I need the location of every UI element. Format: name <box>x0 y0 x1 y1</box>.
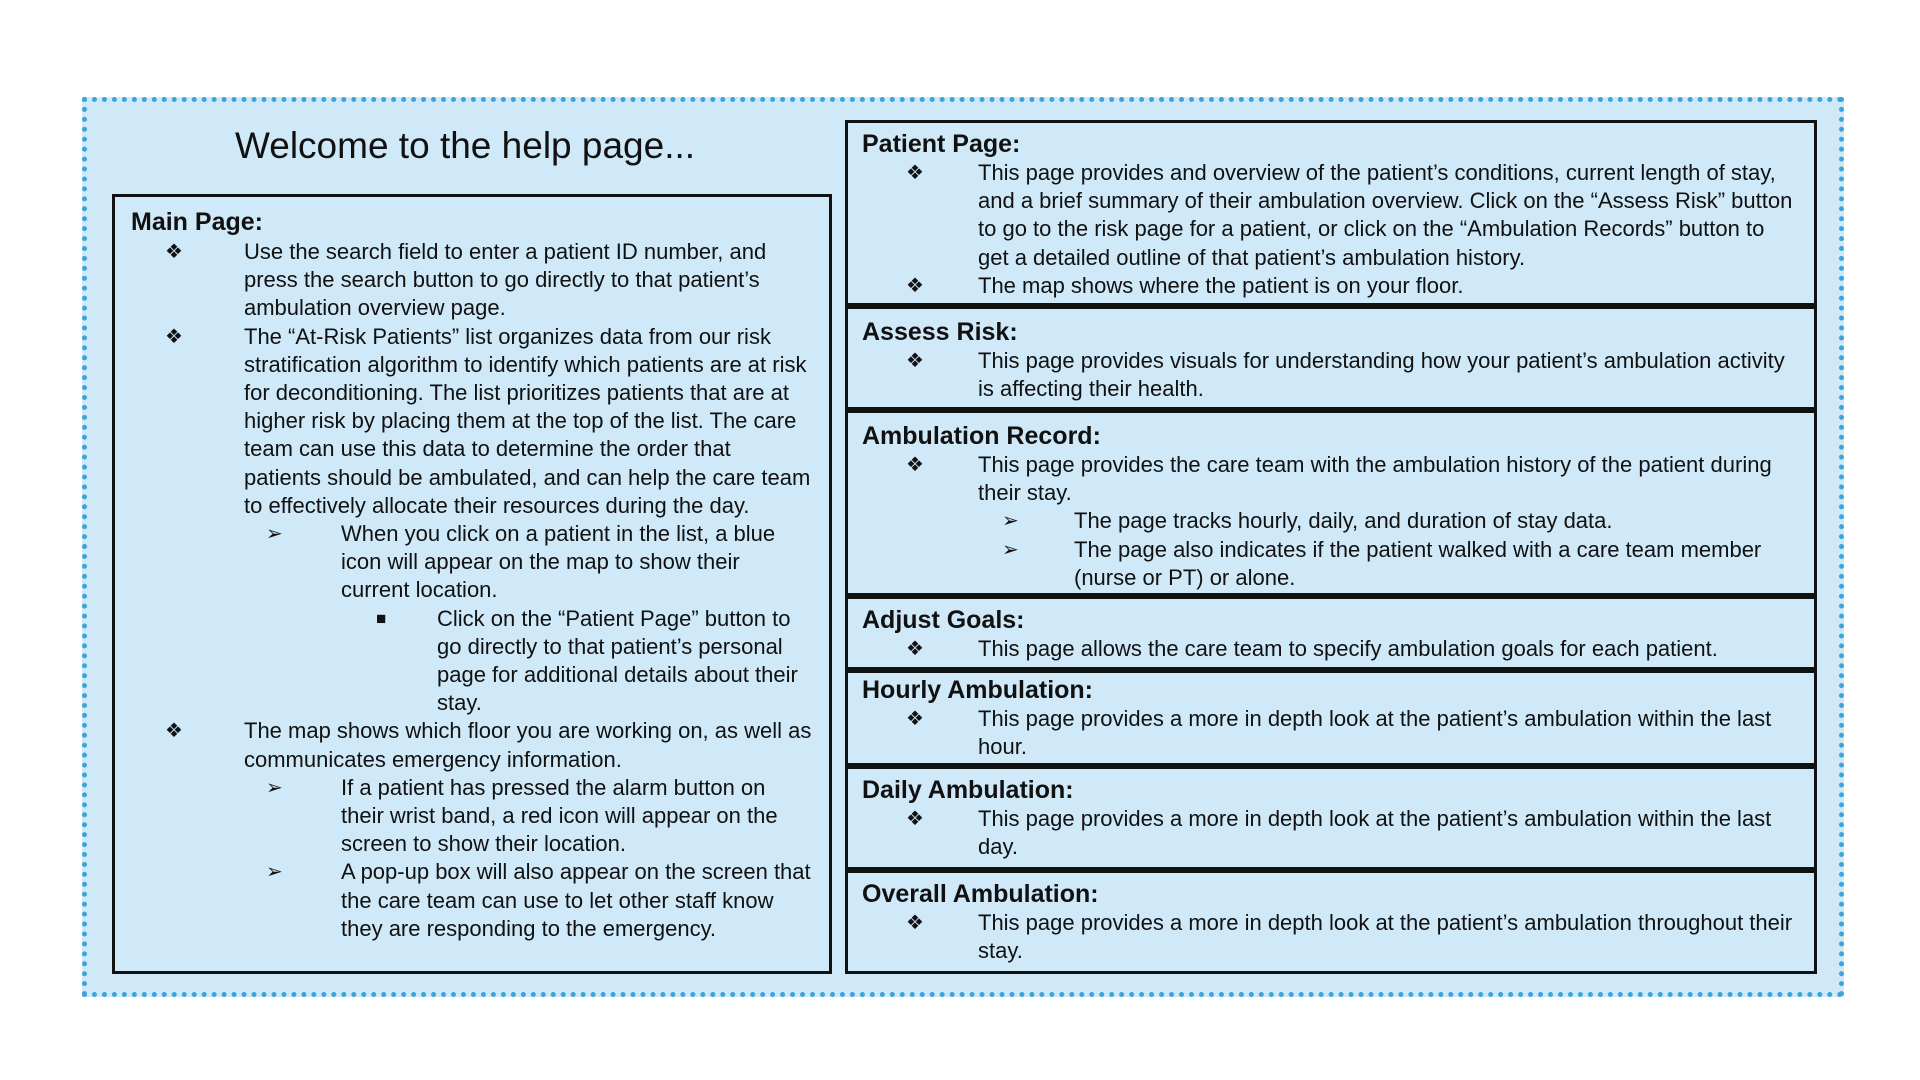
main-page-title: Main Page: <box>131 208 263 236</box>
ambulation-record-title: Ambulation Record: <box>862 422 1101 450</box>
square-bullet-icon: ■ <box>376 608 387 628</box>
arrow-bullet-icon: ➢ <box>266 523 283 546</box>
diamond-bullet-icon: ❖ <box>906 638 924 660</box>
list-item: ➢ When you click on a patient in the list, a blue icon will appear on the map to show their current location. <box>266 521 776 603</box>
list-item: ➢ If a patient has pressed the alarm button on their wrist band, a red icon will appear on the screen to show their location. <box>266 774 778 857</box>
diamond-bullet-icon: ❖ <box>906 708 924 730</box>
diamond-bullet-icon: ❖ <box>906 162 924 184</box>
list-item: ❖ This page provides visuals for understanding how your patient’s ambulation activity is affecting their health. <box>906 348 1785 402</box>
list-item: ❖ This page provides a more in depth look at the patient’s ambulation throughout their stay. <box>906 910 1793 964</box>
list-item: ❖ This page provides a more in depth look at the patient’s ambulation within the last hour. <box>906 706 1772 760</box>
assess-risk-title: Assess Risk: <box>862 318 1018 346</box>
arrow-bullet-icon: ➢ <box>266 861 283 884</box>
arrow-bullet-icon: ➢ <box>1002 510 1019 533</box>
list-item: ➢ The page tracks hourly, daily, and duration of stay data. <box>862 507 1800 535</box>
ambulation-record-section <box>845 410 1817 596</box>
diamond-bullet-icon: ❖ <box>165 241 183 263</box>
adjust-goals-section <box>845 596 1817 670</box>
list-item: ❖ This page provides and overview of the patient’s conditions, current length of stay, and a brief summary of their ambulation overview. Click on the “Assess Risk” button to go to the risk page for a patient, or click on the “Ambulation Records” button to get a detailed outline of that patient’s ambulation history. <box>906 160 1793 270</box>
diamond-bullet-icon: ❖ <box>906 454 924 476</box>
list-item: ➢ A pop-up box will also appear on the screen that the care team can use to let other staff know they are responding to the emergency. <box>266 859 811 941</box>
diamond-bullet-icon: ❖ <box>906 274 924 297</box>
list-item: ❖ This page provides a more in depth look at the patient’s ambulation within the last day. <box>906 806 1772 860</box>
hourly-ambulation-section <box>845 670 1817 766</box>
hourly-ambulation-title: Hourly Ambulation: <box>862 676 1094 704</box>
daily-ambulation-title: Daily Ambulation: <box>862 776 1074 804</box>
list-item: ➢ The page also indicates if the patient walked with a care team member (nurse or PT) or alone. <box>1002 536 1762 590</box>
list-item: ❖ Use the search field to enter a patient ID number, and press the search button to go directly to that patient’s ambulation overview page. <box>165 239 767 321</box>
diamond-bullet-icon: ❖ <box>165 325 183 348</box>
diamond-bullet-icon: ❖ <box>906 808 924 830</box>
daily-ambulation-section <box>845 766 1817 870</box>
list-item: ❖ This page allows the care team to specify ambulation goals for each patient. <box>862 635 1800 663</box>
overall-ambulation-title: Overall Ambulation: <box>862 880 1099 908</box>
assess-risk-section <box>845 306 1817 410</box>
adjust-goals-title: Adjust Goals: <box>862 606 1025 634</box>
list-item: ❖ The “At-Risk Patients” list organizes data from our risk stratification algorithm to identify which patients are at risk for deconditioning. The list prioritizes patients that are at higher risk by placing them at the top of the list. The care team can use this data to determine the order that patients should be ambulated, and can help the care team to effectively allocate their resources during the day. <box>165 323 811 518</box>
diamond-bullet-icon: ❖ <box>906 912 924 934</box>
arrow-bullet-icon: ➢ <box>1002 538 1019 561</box>
patient-page-title: Patient Page: <box>862 130 1021 158</box>
diamond-bullet-icon: ❖ <box>906 350 924 372</box>
patient-page-section <box>845 120 1817 306</box>
arrow-bullet-icon: ➢ <box>266 776 283 799</box>
overall-ambulation-section <box>845 870 1817 974</box>
page-title: Welcome to the help page... <box>235 125 696 166</box>
list-item: ❖ The map shows which floor you are working on, as well as communicates emergency information. <box>165 718 812 772</box>
diamond-bullet-icon: ❖ <box>165 720 183 743</box>
main-page-section <box>112 194 832 974</box>
list-item: ❖ The map shows where the patient is on your floor. <box>862 272 1800 300</box>
list-item: ■ Click on the “Patient Page” button to go directly to that patient’s personal page for additional details about their stay. <box>376 605 798 716</box>
list-item: ❖ This page provides the care team with the ambulation history of the patient during their stay. <box>906 452 1772 506</box>
